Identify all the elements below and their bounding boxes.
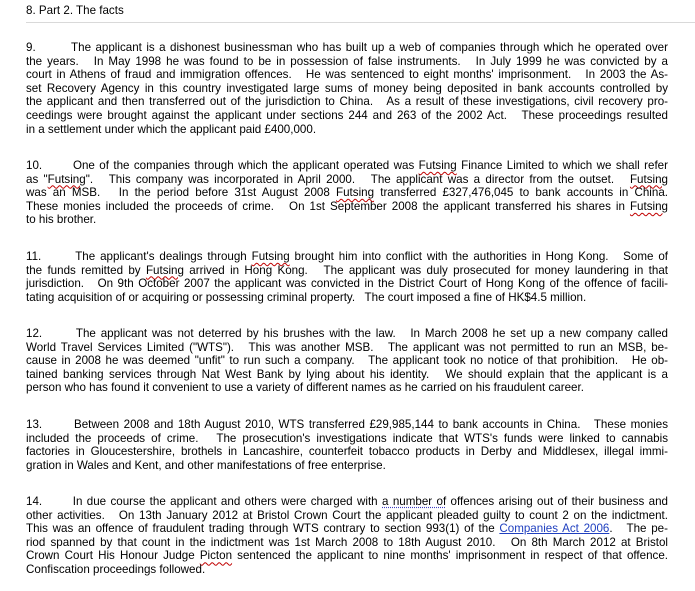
text-line: World Travel Services Limited ("WTS"). This was another MSB. The applicant was not permitted to run an MSB, be- <box>26 340 668 354</box>
text-line: the funds remitted by Futsing arrived in Hong Kong. The applicant was duly prosecuted for money laundering in that <box>26 263 668 277</box>
text-line: 11. The applicant's dealings through Futsing brought him into conflict with the authorities in Hong Kong. Some of <box>26 250 668 263</box>
text-line: the years. In May 1998 he was found to be in possession of false instruments. In July 1999 he was convicted by a <box>26 54 668 68</box>
text-line: 12. The applicant was not deterred by his brushes with the law. In March 2008 he set up a new company called <box>26 327 668 340</box>
heading-divider <box>26 22 695 23</box>
text-line: tating acquisition of or acquiring or possessing criminal property. The court imposed a fine of HK$4.5 million. <box>26 290 587 304</box>
text-line: factories in Gloucestershire, brothels in Lancashire, counterfeit tobacco products in Derby and Middlesex, illegal immi- <box>26 445 668 459</box>
spelling-flag: Futsing <box>418 159 457 172</box>
text-line: 9. The applicant is a dishonest businessman who has built up a web of companies through which he operated over <box>26 41 668 54</box>
text-line: riod spanned by that count in the indictment was 1st March 2008 to 18th August 2010. On 8th March 2012 at Bristol <box>26 535 668 549</box>
text-line: 10. One of the companies through which the applicant operated was Futsing Finance Limited to which we shall refer <box>26 159 668 172</box>
spelling-flag: Futsing <box>145 263 184 277</box>
text-line: gration in Wales and Kent, and other manifestations of free enterprise. <box>26 458 386 472</box>
companies-act-link[interactable]: Companies Act 2006 <box>499 522 610 536</box>
text-line: jurisdiction. On 9th October 2007 the applicant was convicted in the District Court of Hong Kong of the offence of facili- <box>26 277 668 291</box>
text-line: was an MSB. In the period before 31st August 2008 Futsing transferred £327,476,045 to bank accounts in China. <box>26 186 669 200</box>
text-line: court in Athens of fraud and immigration offences. He was sentenced to eight months' imprisonment. In 2003 the As- <box>26 68 668 82</box>
text-line: This was an offence of fraudulent trading through WTS contrary to section 993(1) of the Companies Act 2006. The pe- <box>26 522 668 536</box>
spelling-flag: Futsing <box>629 172 668 186</box>
paragraph-13 <box>26 418 668 472</box>
section-heading: 8. Part 2. The facts <box>26 4 124 17</box>
paragraph-10 <box>26 159 668 227</box>
spelling-flag: Futsing <box>251 250 290 263</box>
text-line: cause in 2008 he was deemed "unfit" to run such a company. The applicant took no notice of that prohibition. He ob- <box>26 354 668 368</box>
text-line: as "Futsing". This company was incorporated in April 2000. The applicant was a director from the outset. Futsing <box>26 172 668 186</box>
text-line: 13. Between 2008 and 18th August 2010, WTS transferred £29,985,144 to bank accounts in China. These monies <box>26 418 668 431</box>
text-line: Crown Court His Honour Judge Picton sentenced the applicant to nine months' imprisonment in respect of that offence. <box>26 549 668 563</box>
text-line: to his brother. <box>26 213 97 227</box>
spelling-flag: Picton <box>199 549 233 563</box>
text-line: tained banking services through Nat West Bank by lying about his identity. We should explain that the applicant is a <box>26 367 668 381</box>
grammar-flag: a number of <box>382 495 447 508</box>
text-line: 14. In due course the applicant and others were charged with a number of offences arising out of their business and <box>26 495 668 508</box>
text-line: in a settlement under which the applicant paid £400,000. <box>26 122 317 136</box>
paragraph-9 <box>26 41 668 136</box>
text-line: These monies included the proceeds of crime. On 1st September 2008 the applicant transferred his shares in Futsing <box>26 199 668 213</box>
spelling-flag: Futsing <box>629 199 668 213</box>
text-line: set Recovery Agency in this country investigated large sums of money being deposited in bank accounts controlled by <box>26 81 668 95</box>
text-line: included the proceeds of crime. The prosecution's investigations indicate that WTS's funds were linked to cannabis <box>26 431 668 445</box>
spelling-flag: Futsing <box>336 186 375 200</box>
paragraph-12 <box>26 327 668 395</box>
paragraph-14 <box>26 495 668 577</box>
text-line: Confiscation proceedings followed. <box>26 562 206 576</box>
text-line: the applicant and then transferred out of the jurisdiction to China. As a result of these investigations, civil recovery pro- <box>26 95 668 109</box>
spelling-flag: Futsing <box>47 172 86 186</box>
paragraph-11 <box>26 250 668 304</box>
text-line: other activities. On 13th January 2012 at Bristol Crown Court the applicant pleaded guilty to count 2 on the indictment. <box>26 508 668 522</box>
text-line: person who has found it convenient to use a variety of different names as he carried on his fraudulent career. <box>26 381 584 395</box>
text-line: ceedings were brought against the applicant under sections 244 and 263 of the 2002 Act. These proceedings resulted <box>26 108 668 122</box>
